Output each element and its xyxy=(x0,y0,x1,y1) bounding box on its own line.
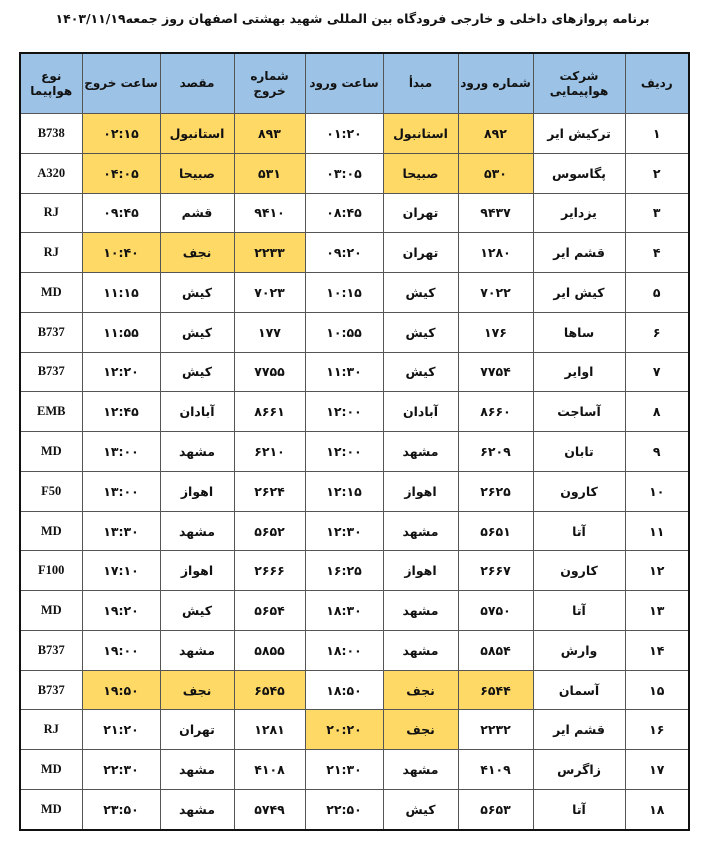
arrival-time-cell: ۱۲:۱۵ xyxy=(305,471,383,511)
aircraft-type-cell: B737 xyxy=(20,352,82,392)
table-row xyxy=(20,153,689,193)
arrival-flight-cell: ۱۲۸۰ xyxy=(458,233,533,273)
arrival-time-cell: ۱۰:۱۵ xyxy=(305,273,383,313)
destination-cell: تهران xyxy=(160,710,234,750)
arrival-flight-cell: ۸۶۶۰ xyxy=(458,392,533,432)
departure-flight-cell: ۸۹۳ xyxy=(234,114,305,154)
destination-cell: صبیحا xyxy=(160,153,234,193)
header-aircraft-type: نوع هواپیما xyxy=(20,53,82,114)
airline-cell: وارش xyxy=(533,630,625,670)
header-destination: مقصد xyxy=(160,53,234,114)
table-row xyxy=(20,670,689,710)
aircraft-type-cell: RJ xyxy=(20,710,82,750)
origin-cell: مشهد xyxy=(383,432,458,472)
destination-cell: آبادان xyxy=(160,392,234,432)
table-row xyxy=(20,790,689,830)
airline-cell: آسمان xyxy=(533,670,625,710)
departure-flight-cell: ۶۵۴۵ xyxy=(234,670,305,710)
origin-cell: مشهد xyxy=(383,591,458,631)
arrival-flight-cell: ۲۶۲۵ xyxy=(458,471,533,511)
arrival-flight-cell: ۵۸۵۴ xyxy=(458,630,533,670)
aircraft-type-cell: RJ xyxy=(20,233,82,273)
arrival-flight-cell: ۶۵۴۴ xyxy=(458,670,533,710)
aircraft-type-cell: B737 xyxy=(20,670,82,710)
row-number-cell: ۱۶ xyxy=(625,710,689,750)
departure-flight-cell: ۷۷۵۵ xyxy=(234,352,305,392)
row-number-cell: ۱۱ xyxy=(625,511,689,551)
origin-cell: آبادان xyxy=(383,392,458,432)
arrival-time-cell: ۰۹:۲۰ xyxy=(305,233,383,273)
origin-cell: تهران xyxy=(383,193,458,233)
header-arrival-flight: شماره ورود xyxy=(458,53,533,114)
aircraft-type-cell: MD xyxy=(20,591,82,631)
header-departure-flight: شماره خروج xyxy=(234,53,305,114)
departure-flight-cell: ۵۸۵۵ xyxy=(234,630,305,670)
origin-cell: اهواز xyxy=(383,471,458,511)
aircraft-type-cell: EMB xyxy=(20,392,82,432)
destination-cell: مشهد xyxy=(160,750,234,790)
departure-flight-cell: ۲۶۲۴ xyxy=(234,471,305,511)
page-title: برنامه پروازهای داخلی و خارجی فرودگاه بین المللی شهید بهشتی اصفهان روز جمعه۱۴۰۳/۱۱/۱۹ xyxy=(55,11,650,26)
aircraft-type-cell: F50 xyxy=(20,471,82,511)
table-row xyxy=(20,750,689,790)
departure-flight-cell: ۱۷۷ xyxy=(234,312,305,352)
arrival-flight-cell: ۵۷۵۰ xyxy=(458,591,533,631)
row-number-cell: ۱۷ xyxy=(625,750,689,790)
table-row xyxy=(20,233,689,273)
airline-cell: قشم ایر xyxy=(533,710,625,750)
table-row xyxy=(20,511,689,551)
origin-cell: کیش xyxy=(383,790,458,830)
departure-time-cell: ۲۱:۲۰ xyxy=(82,710,160,750)
arrival-time-cell: ۱۲:۰۰ xyxy=(305,432,383,472)
destination-cell: کیش xyxy=(160,273,234,313)
departure-flight-cell: ۵۶۵۲ xyxy=(234,511,305,551)
airline-cell: قشم ایر xyxy=(533,233,625,273)
aircraft-type-cell: B737 xyxy=(20,312,82,352)
departure-time-cell: ۰۴:۰۵ xyxy=(82,153,160,193)
row-number-cell: ۶ xyxy=(625,312,689,352)
arrival-time-cell: ۲۲:۵۰ xyxy=(305,790,383,830)
departure-time-cell: ۰۲:۱۵ xyxy=(82,114,160,154)
departure-flight-cell: ۴۱۰۸ xyxy=(234,750,305,790)
departure-time-cell: ۱۱:۵۵ xyxy=(82,312,160,352)
table-row xyxy=(20,312,689,352)
header-row-number: ردیف xyxy=(625,53,689,114)
destination-cell: کیش xyxy=(160,312,234,352)
row-number-cell: ۵ xyxy=(625,273,689,313)
aircraft-type-cell: F100 xyxy=(20,551,82,591)
arrival-flight-cell: ۸۹۲ xyxy=(458,114,533,154)
arrival-time-cell: ۱۰:۵۵ xyxy=(305,312,383,352)
departure-flight-cell: ۵۳۱ xyxy=(234,153,305,193)
arrival-time-cell: ۰۳:۰۵ xyxy=(305,153,383,193)
row-number-cell: ۱۸ xyxy=(625,790,689,830)
row-number-cell: ۴ xyxy=(625,233,689,273)
departure-time-cell: ۱۰:۴۰ xyxy=(82,233,160,273)
departure-flight-cell: ۶۲۱۰ xyxy=(234,432,305,472)
departure-flight-cell: ۲۲۳۳ xyxy=(234,233,305,273)
destination-cell: مشهد xyxy=(160,790,234,830)
departure-time-cell: ۱۲:۲۰ xyxy=(82,352,160,392)
arrival-flight-cell: ۵۶۵۳ xyxy=(458,790,533,830)
origin-cell: نجف xyxy=(383,670,458,710)
arrival-time-cell: ۰۸:۴۵ xyxy=(305,193,383,233)
aircraft-type-cell: MD xyxy=(20,273,82,313)
arrival-time-cell: ۲۱:۳۰ xyxy=(305,750,383,790)
departure-time-cell: ۱۳:۰۰ xyxy=(82,432,160,472)
departure-time-cell: ۲۳:۵۰ xyxy=(82,790,160,830)
aircraft-type-cell: MD xyxy=(20,790,82,830)
arrival-time-cell: ۰۱:۲۰ xyxy=(305,114,383,154)
table-row xyxy=(20,392,689,432)
arrival-flight-cell: ۶۲۰۹ xyxy=(458,432,533,472)
departure-flight-cell: ۷۰۲۳ xyxy=(234,273,305,313)
aircraft-type-cell: A320 xyxy=(20,153,82,193)
arrival-flight-cell: ۲۶۶۷ xyxy=(458,551,533,591)
airline-cell: زاگرس xyxy=(533,750,625,790)
departure-flight-cell: ۲۶۶۶ xyxy=(234,551,305,591)
origin-cell: مشهد xyxy=(383,511,458,551)
row-number-cell: ۹ xyxy=(625,432,689,472)
table-row xyxy=(20,710,689,750)
arrival-time-cell: ۱۲:۰۰ xyxy=(305,392,383,432)
header-departure-time: ساعت خروج xyxy=(82,53,160,114)
origin-cell: استانبول xyxy=(383,114,458,154)
table-row xyxy=(20,630,689,670)
header-airline: شرکت هواپیمایی xyxy=(533,53,625,114)
table-row xyxy=(20,193,689,233)
arrival-time-cell: ۲۰:۲۰ xyxy=(305,710,383,750)
arrival-time-cell: ۱۸:۵۰ xyxy=(305,670,383,710)
departure-flight-cell: ۱۲۸۱ xyxy=(234,710,305,750)
departure-flight-cell: ۸۶۶۱ xyxy=(234,392,305,432)
departure-flight-cell: ۹۴۱۰ xyxy=(234,193,305,233)
airline-cell: آتا xyxy=(533,511,625,551)
origin-cell: صبیحا xyxy=(383,153,458,193)
aircraft-type-cell: MD xyxy=(20,750,82,790)
header-origin: مبدأ xyxy=(383,53,458,114)
origin-cell: اهواز xyxy=(383,551,458,591)
origin-cell: کیش xyxy=(383,352,458,392)
arrival-flight-cell: ۲۲۳۲ xyxy=(458,710,533,750)
aircraft-type-cell: RJ xyxy=(20,193,82,233)
departure-time-cell: ۰۹:۴۵ xyxy=(82,193,160,233)
table-row xyxy=(20,551,689,591)
aircraft-type-cell: B737 xyxy=(20,630,82,670)
row-number-cell: ۳ xyxy=(625,193,689,233)
airline-cell: تابان xyxy=(533,432,625,472)
table-row xyxy=(20,432,689,472)
destination-cell: کیش xyxy=(160,591,234,631)
airline-cell: یزدایر xyxy=(533,193,625,233)
destination-cell: اهواز xyxy=(160,471,234,511)
departure-time-cell: ۱۹:۵۰ xyxy=(82,670,160,710)
departure-time-cell: ۱۳:۳۰ xyxy=(82,511,160,551)
airline-cell: آتا xyxy=(533,790,625,830)
destination-cell: استانبول xyxy=(160,114,234,154)
airline-cell: پگاسوس xyxy=(533,153,625,193)
row-number-cell: ۲ xyxy=(625,153,689,193)
table-header-row xyxy=(20,53,689,114)
row-number-cell: ۱۴ xyxy=(625,630,689,670)
origin-cell: مشهد xyxy=(383,750,458,790)
aircraft-type-cell: MD xyxy=(20,432,82,472)
arrival-flight-cell: ۴۱۰۹ xyxy=(458,750,533,790)
arrival-time-cell: ۱۲:۳۰ xyxy=(305,511,383,551)
arrival-flight-cell: ۵۶۵۱ xyxy=(458,511,533,551)
destination-cell: قشم xyxy=(160,193,234,233)
departure-time-cell: ۱۹:۰۰ xyxy=(82,630,160,670)
destination-cell: نجف xyxy=(160,670,234,710)
arrival-time-cell: ۱۱:۳۰ xyxy=(305,352,383,392)
origin-cell: کیش xyxy=(383,312,458,352)
table-row xyxy=(20,591,689,631)
destination-cell: کیش xyxy=(160,352,234,392)
origin-cell: کیش xyxy=(383,273,458,313)
header-arrival-time: ساعت ورود xyxy=(305,53,383,114)
departure-flight-cell: ۵۶۵۴ xyxy=(234,591,305,631)
row-number-cell: ۱۲ xyxy=(625,551,689,591)
arrival-time-cell: ۱۸:۳۰ xyxy=(305,591,383,631)
origin-cell: تهران xyxy=(383,233,458,273)
destination-cell: مشهد xyxy=(160,432,234,472)
flight-schedule-table xyxy=(19,52,690,831)
arrival-time-cell: ۱۸:۰۰ xyxy=(305,630,383,670)
row-number-cell: ۱۵ xyxy=(625,670,689,710)
table-row xyxy=(20,114,689,154)
arrival-flight-cell: ۵۳۰ xyxy=(458,153,533,193)
aircraft-type-cell: B738 xyxy=(20,114,82,154)
origin-cell: نجف xyxy=(383,710,458,750)
destination-cell: نجف xyxy=(160,233,234,273)
arrival-flight-cell: ۹۴۳۷ xyxy=(458,193,533,233)
airline-cell: آتا xyxy=(533,591,625,631)
airline-cell: آساجت xyxy=(533,392,625,432)
destination-cell: مشهد xyxy=(160,511,234,551)
aircraft-type-cell: MD xyxy=(20,511,82,551)
departure-time-cell: ۱۲:۴۵ xyxy=(82,392,160,432)
arrival-time-cell: ۱۶:۲۵ xyxy=(305,551,383,591)
departure-time-cell: ۱۷:۱۰ xyxy=(82,551,160,591)
table-row xyxy=(20,352,689,392)
departure-time-cell: ۱۳:۰۰ xyxy=(82,471,160,511)
origin-cell: مشهد xyxy=(383,630,458,670)
row-number-cell: ۱ xyxy=(625,114,689,154)
airline-cell: کیش ایر xyxy=(533,273,625,313)
row-number-cell: ۱۳ xyxy=(625,591,689,631)
arrival-flight-cell: ۱۷۶ xyxy=(458,312,533,352)
arrival-flight-cell: ۷۰۲۲ xyxy=(458,273,533,313)
row-number-cell: ۸ xyxy=(625,392,689,432)
destination-cell: مشهد xyxy=(160,630,234,670)
row-number-cell: ۷ xyxy=(625,352,689,392)
departure-time-cell: ۱۹:۲۰ xyxy=(82,591,160,631)
airline-cell: اوایر xyxy=(533,352,625,392)
arrival-flight-cell: ۷۷۵۴ xyxy=(458,352,533,392)
departure-flight-cell: ۵۷۴۹ xyxy=(234,790,305,830)
airline-cell: کارون xyxy=(533,551,625,591)
departure-time-cell: ۲۲:۳۰ xyxy=(82,750,160,790)
destination-cell: اهواز xyxy=(160,551,234,591)
airline-cell: ترکیش ایر xyxy=(533,114,625,154)
departure-time-cell: ۱۱:۱۵ xyxy=(82,273,160,313)
row-number-cell: ۱۰ xyxy=(625,471,689,511)
table-row xyxy=(20,273,689,313)
table-row xyxy=(20,471,689,511)
airline-cell: کارون xyxy=(533,471,625,511)
airline-cell: ساها xyxy=(533,312,625,352)
